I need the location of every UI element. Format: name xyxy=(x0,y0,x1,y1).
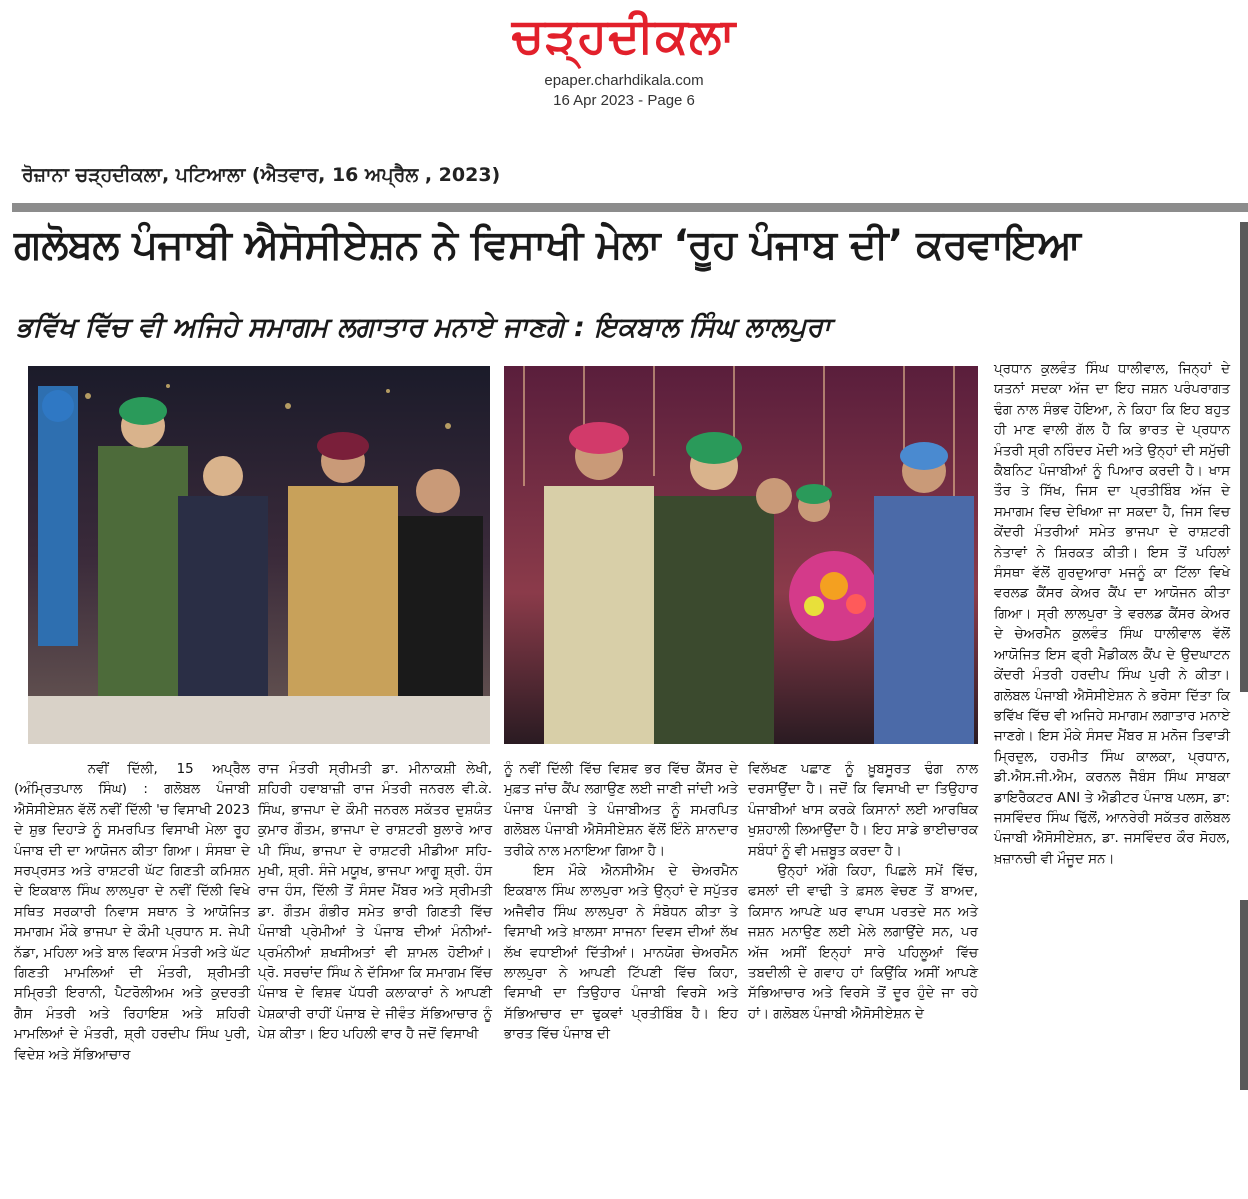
header-rule xyxy=(12,203,1248,212)
article-column-5 xyxy=(994,360,1230,870)
newspaper-logo: ਚੜ੍ਹਦੀਕਲਾ xyxy=(511,8,737,64)
column-5-text: ਪ੍ਰਧਾਨ ਕੁਲਵੰਤ ਸਿੰਘ ਧਾਲੀਵਾਲ, ਜਿਨ੍ਹਾਂ ਦੇ ਯਤਨਾਂ ਸਦਕਾ ਅੱਜ ਦਾ ਇਹ ਜਸ਼ਨ ਪਰੰਪਰਾਗਤ ਢੰਗ ਨਾਲ ਸੰਭਵ ਹੋਇਆ, ਨੇ ਕਿਹਾ ਕਿ ਇਹ ਬਹੁਤ ਹੀ ਮਾਣ ਵਾਲੀ ਗੱਲ ਹੈ ਕਿ ਭਾਰਤ ਦੇ ਪ੍ਰਧਾਨ ਮੰਤਰੀ ਸ੍ਰੀ ਨਰਿੰਦਰ ਮੋਦੀ ਅਤੇ ਉਨ੍ਹਾਂ ਦੀ ਸਮੁੱਚੀ ਕੈਬਨਿਟ ਪੰਜਾਬੀਆਂ ਨੂੰ ਪਿਆਰ ਕਰਦੀ ਹੈ। ਖਾਸ ਤੌਰ ਤੇ ਸਿੱਖ, ਜਿਸ ਦਾ ਪ੍ਰਤੀਬਿੰਬ ਅੱਜ ਦੇ ਸਮਾਗਮ ਵਿਚ ਦੇਖਿਆ ਜਾ ਸਕਦਾ ਹੈ, ਜਿਸ ਵਿਚ ਕੇਂਦਰੀ ਮੰਤਰੀਆਂ ਸਮੇਤ ਭਾਜਪਾ ਦੇ ਰਾਸ਼ਟਰੀ ਨੇਤਾਵਾਂ ਨੇ ਸ਼ਿਰਕਤ ਕੀਤੀ। ਇਸ ਤੋਂ ਪਹਿਲਾਂ ਸੰਸਥਾ ਵੱਲੋਂ ਗੁਰਦੁਆਰਾ ਮਜਨੂੰ ਕਾ ਟਿੱਲਾ ਵਿਖੇ ਵਰਲਡ ਕੈਂਸਰ ਕੇਅਰ ਕੈਂਪ ਦਾ ਆਯੋਜਨ ਕੀਤਾ ਗਿਆ। ਸ੍ਰੀ ਲਾਲਪੁਰਾ ਤੇ ਵਰਲਡ ਕੈਂਸਰ ਕੇਅਰ ਦੇ ਚੇਅਰਮੈਨ ਕੁਲਵੰਤ ਸਿੰਘ ਧਾਲੀਵਾਲ ਵੱਲੋਂ ਆਯੋਜਿਤ ਇਸ ਫ੍ਰੀ ਮੈਡੀਕਲ ਕੈਂਪ ਦੇ ਉਦਘਾਟਨ ਕੇਂਦਰੀ ਮੰਤਰੀ ਹਰਦੀਪ ਸਿੰਘ ਪੁਰੀ ਨੇ ਕੀਤਾ।ਗਲੋਬਲ ਪੰਜਾਬੀ ਐਸੋਸੀਏਸ਼ਨ ਨੇ ਭਰੋਸਾ ਦਿੱਤਾ ਕਿ ਭਵਿੱਖ ਵਿੱਚ ਵੀ ਅਜਿਹੇ ਸਮਾਗਮ ਲਗਾਤਾਰ ਮਨਾਏ ਜਾਣਗੇ। ਇਸ ਮੌਕੇ ਸੰਸਦ ਮੈਂਬਰ ਸ਼ ਮਨੋਜ ਤਿਵਾੜੀ ਮ੍ਰਿਦੁਲ, ਹਰਮੀਤ ਸਿੰਘ ਕਾਲਕਾ, ਪ੍ਰਧਾਨ, ਡੀ.ਐਸ.ਜੀ.ਐਮ, ਕਰਨਲ ਜੈਬੰਸ ਸਿੰਘ ਸਾਬਕਾ ਡਾਇਰੈਕਟਰ ANI ਤੇ ਐਡੀਟਰ ਪੰਜਾਬ ਪਲਸ, ਡਾ: ਜਸਵਿੰਦਰ ਸਿੰਘ ਢਿੱਲੋਂ, ਆਨਰੇਰੀ ਸਕੱਤਰ ਗਲੋਬਲ ਪੰਜਾਬੀ ਐਸੋਸੀਏਸ਼ਨ, ਡਾ. ਜਸਵਿੰਦਰ ਕੌਰ ਸੋਹਲ, ਖ਼ਜ਼ਾਨਚੀ ਵੀ ਮੌਜੂਦ ਸਨ। xyxy=(994,362,1230,867)
article-column-4 xyxy=(748,760,978,1025)
article-column-1 xyxy=(14,760,250,1066)
column-4-text-b: ਉਨ੍ਹਾਂ ਅੱਗੇ ਕਿਹਾ, ਪਿਛਲੇ ਸਮੇਂ ਵਿੱਚ, ਫਸਲਾਂ ਦੀ ਵਾਢੀ ਤੇ ਫ਼ਸਲ ਵੇਚਣ ਤੋਂ ਬਾਅਦ, ਕਿਸਾਨ ਆਪਣੇ ਘਰ ਵਾਪਸ ਪਰਤਦੇ ਸਨ ਅਤੇ ਜਸ਼ਨ ਮਨਾਉਣ ਲਈ ਮੇਲੇ ਲਗਾਉਂਦੇ ਸਨ, ਪਰ ਅੱਜ ਅਸੀਂ ਇਨ੍ਹਾਂ ਸਾਰੇ ਪਹਿਲੂਆਂ ਵਿੱਚ ਤਬਦੀਲੀ ਦੇ ਗਵਾਹ ਹਾਂ ਕਿਉਂਕਿ ਅਸੀਂ ਆਪਣੇ ਸੱਭਿਆਚਾਰ ਅਤੇ ਵਿਰਸੇ ਤੋਂ ਦੂਰ ਹੁੰਦੇ ਜਾ ਰਹੇ ਹਾਂ। ਗਲੋਬਲ ਪੰਜਾਬੀ ਐਸੋਸੀਏਸ਼ਨ ਦੇ xyxy=(748,864,978,1022)
column-1-text: ਨਵੀਂ ਦਿੱਲੀ, 15 ਅਪ੍ਰੈਲ (ਅੰਮ੍ਰਿਤਪਾਲ ਸਿੰਘ) : ਗਲੋਬਲ ਪੰਜਾਬੀ ਐਸੋਸੀਏਸ਼ਨ ਵੱਲੋਂ ਨਵੀਂ ਦਿੱਲੀ 'ਚ ਵਿਸਾਖੀ 2023 ਦੇ ਸ਼ੁਭ ਦਿਹਾੜੇ ਨੂੰ ਸਮਰਪਿਤ ਵਿਸਾਖੀ ਮੇਲਾ ਰੂਹ ਪੰਜਾਬ ਦੀ ਦਾ ਆਯੋਜਨ ਕੀਤਾ ਗਿਆ। ਸੰਸਥਾ ਦੇ ਸਰਪ੍ਰਸਤ ਅਤੇ ਰਾਸ਼ਟਰੀ ਘੱਟ ਗਿਣਤੀ ਕਮਿਸ਼ਨ ਦੇ ਇਕਬਾਲ ਸਿੰਘ ਲਾਲਪੁਰਾ ਦੇ ਨਵੀਂ ਦਿੱਲੀ ਵਿਖੇ ਸਥਿਤ ਸਰਕਾਰੀ ਨਿਵਾਸ ਸਥਾਨ ਤੇ ਆਯੋਜਿਤ ਸਮਾਗਮ ਮੌਕੇ ਭਾਜਪਾ ਦੇ ਕੌਮੀ ਪ੍ਰਧਾਨ ਸ. ਜੇਪੀ ਨੱਡਾ, ਮਹਿਲਾ ਅਤੇ ਬਾਲ ਵਿਕਾਸ ਮੰਤਰੀ ਅਤੇ ਘੱਟ ਗਿਣਤੀ ਮਾਮਲਿਆਂ ਦੀ ਮੰਤਰੀ, ਸ਼੍ਰੀਮਤੀ ਸਮ੍ਰਿਤੀ ਇਰਾਨੀ, ਪੈਟਰੋਲੀਅਮ ਅਤੇ ਕੁਦਰਤੀ ਗੈਸ ਮੰਤਰੀ ਅਤੇ ਰਿਹਾਇਸ਼ ਅਤੇ ਸ਼ਹਿਰੀ ਮਾਮਲਿਆਂ ਦੇ ਮੰਤਰੀ, ਸ਼੍ਰੀ ਹਰਦੀਪ ਸਿੰਘ ਪੁਰੀ, ਵਿਦੇਸ਼ ਅਤੇ ਸੱਭਿਆਚਾਰ xyxy=(14,762,250,1063)
event-photo-bouquet xyxy=(504,366,978,744)
article-headline: ਗਲੋਬਲ ਪੰਜਾਬੀ ਐਸੋਸੀਏਸ਼ਨ ਨੇ ਵਿਸਾਖੀ ਮੇਲਾ ‘ਰੂਹ ਪੰਜਾਬ ਦੀ’ ਕਰਵਾਇਆ xyxy=(14,222,1081,268)
page-info: 16 Apr 2023 - Page 6 xyxy=(553,92,695,109)
column-3-text-b: ਇਸ ਮੌਕੇ ਐਨਸੀਐਮ ਦੇ ਚੇਅਰਮੈਨ ਇਕਬਾਲ ਸਿੰਘ ਲਾਲਪੁਰਾ ਅਤੇ ਉਨ੍ਹਾਂ ਦੇ ਸਪੁੱਤਰ ਅਜੈਵੀਰ ਸਿੰਘ ਲਾਲਪੁਰਾ ਨੇ ਸੰਬੋਧਨ ਕੀਤਾ ਤੇ ਵਿਸਾਖੀ ਅਤੇ ਖ਼ਾਲਸਾ ਸਾਜਨਾ ਦਿਵਸ ਦੀਆਂ ਲੱਖ ਲੱਖ ਵਧਾਈਆਂ ਦਿੱਤੀਆਂ। ਮਾਨਯੋਗ ਚੇਅਰਮੈਨ ਲਾਲਪੁਰਾ ਨੇ ਆਪਣੀ ਟਿੱਪਣੀ ਵਿੱਚ ਕਿਹਾ, ਵਿਸਾਖੀ ਦਾ ਤਿਉਹਾਰ ਪੰਜਾਬੀ ਵਿਰਸੇ ਅਤੇ ਸੱਭਿਆਚਾਰ ਦਾ ਢੁਕਵਾਂ ਪ੍ਰਤੀਬਿੰਬ ਹੈ। ਇਹ ਭਾਰਤ ਵਿੱਚ ਪੰਜਾਬ ਦੀ xyxy=(504,864,738,1043)
event-photo-lamp-lighting xyxy=(28,366,490,744)
article-column-2 xyxy=(258,760,492,1046)
adjacent-photo-edge xyxy=(1240,222,1248,692)
column-3-text-a: ਨੂੰ ਨਵੀਂ ਦਿੱਲੀ ਵਿੱਚ ਵਿਸ਼ਵ ਭਰ ਵਿੱਚ ਕੈਂਸਰ ਦੇ ਮੁਫ਼ਤ ਜਾਂਚ ਕੈਂਪ ਲਗਾਉਣ ਲਈ ਜਾਣੀ ਜਾਂਦੀ ਅਤੇ ਪੰਜਾਬ ਪੰਜਾਬੀ ਤੇ ਪੰਜਾਬੀਅਤ ਨੂੰ ਸਮਰਪਿਤ ਗਲੋਬਲ ਪੰਜਾਬੀ ਐਸੋਸੀਏਸ਼ਨ ਵੱਲੋਂ ਇੰਨੇ ਸ਼ਾਨਦਾਰ ਤਰੀਕੇ ਨਾਲ ਮਨਾਇਆ ਗਿਆ ਹੈ। xyxy=(504,762,738,859)
adjacent-photo-edge-lower xyxy=(1240,900,1248,1090)
article-subheadline: ਭਵਿੱਖ ਵਿੱਚ ਵੀ ਅਜਿਹੇ ਸਮਾਗਮ ਲਗਾਤਾਰ ਮਨਾਏ ਜਾਣਗੇ : ਇਕਬਾਲ ਸਿੰਘ ਲਾਲਪੁਰਾ xyxy=(16,312,831,343)
dateline: ਰੋਜ਼ਾਨਾ ਚੜ੍ਹਦੀਕਲਾ, ਪਟਿਆਲਾ (ਐਤਵਾਰ, 16 ਅਪ੍ਰੈਲ , 2023) xyxy=(22,164,501,186)
site-url[interactable]: epaper.charhdikala.com xyxy=(544,72,704,89)
column-4-text-a: ਵਿਲੱਖਣ ਪਛਾਣ ਨੂੰ ਖ਼ੂਬਸੂਰਤ ਢੰਗ ਨਾਲ ਦਰਸਾਉਂਦਾ ਹੈ। ਜਦੋਂ ਕਿ ਵਿਸਾਖੀ ਦਾ ਤਿਉਹਾਰ ਪੰਜਾਬੀਆਂ ਖਾਸ ਕਰਕੇ ਕਿਸਾਨਾਂ ਲਈ ਆਰਥਿਕ ਖੁਸ਼ਹਾਲੀ ਲਿਆਉਂਦਾ ਹੈ। ਇਹ ਸਾਡੇ ਭਾਈਚਾਰਕ ਸਬੰਧਾਂ ਨੂੰ ਵੀ ਮਜ਼ਬੂਤ ਕਰਦਾ ਹੈ। xyxy=(748,762,978,859)
column-2-text: ਰਾਜ ਮੰਤਰੀ ਸ੍ਰੀਮਤੀ ਡਾ. ਮੀਨਾਕਸ਼ੀ ਲੇਖੀ, ਸ਼ਹਿਰੀ ਹਵਾਬਾਜ਼ੀ ਰਾਜ ਮੰਤਰੀ ਜਨਰਲ ਵੀ.ਕੇ. ਸਿੰਘ, ਭਾਜਪਾ ਦੇ ਕੌਮੀ ਜਨਰਲ ਸਕੱਤਰ ਦੁਸ਼ਯੰਤ ਕੁਮਾਰ ਗੌਤਮ, ਭਾਜਪਾ ਦੇ ਰਾਸ਼ਟਰੀ ਬੁਲਾਰੇ ਆਰ ਪੀ ਸਿੰਘ, ਭਾਜਪਾ ਦੇ ਰਾਸ਼ਟਰੀ ਮੀਡੀਆ ਸਹਿ-ਮੁਖੀ, ਸ਼੍ਰੀ. ਸੰਜੇ ਮਯੂਖ, ਭਾਜਪਾ ਆਗੂ ਸ਼੍ਰੀ. ਹੰਸ ਰਾਜ ਹੰਸ, ਦਿੱਲੀ ਤੋਂ ਸੰਸਦ ਮੈਂਬਰ ਅਤੇ ਸ੍ਰੀਮਤੀ ਡਾ. ਗੌਤਮ ਗੰਭੀਰ ਸਮੇਤ ਭਾਰੀ ਗਿਣਤੀ ਵਿੱਚ ਪੰਜਾਬੀ ਪ੍ਰੇਮੀਆਂ ਤੇ ਪੰਜਾਬ ਦੀਆਂ ਮੰਨੀਆਂ-ਪ੍ਰਮੰਨੀਆਂ ਸ਼ਖਸੀਅਤਾਂ ਵੀ ਸ਼ਾਮਲ ਹੋਈਆਂ। ਪ੍ਰੋ. ਸਰਚਾਂਦ ਸਿੰਘ ਨੇ ਦੱਸਿਆ ਕਿ ਸਮਾਗਮ ਵਿੱਚ ਪੰਜਾਬ ਦੇ ਵਿਸ਼ਵ ਪੱਧਰੀ ਕਲਾਕਾਰਾਂ ਨੇ ਆਪਣੀ ਪੇਸ਼ਕਾਰੀ ਰਾਹੀਂ ਪੰਜਾਬ ਦੇ ਜੀਵੰਤ ਸੱਭਿਆਚਾਰ ਨੂੰ ਪੇਸ਼ ਕੀਤਾ। ਇਹ ਪਹਿਲੀ ਵਾਰ ਹੈ ਜਦੋਂ ਵਿਸਾਖੀ xyxy=(258,762,492,1043)
article-column-3 xyxy=(504,760,738,1046)
